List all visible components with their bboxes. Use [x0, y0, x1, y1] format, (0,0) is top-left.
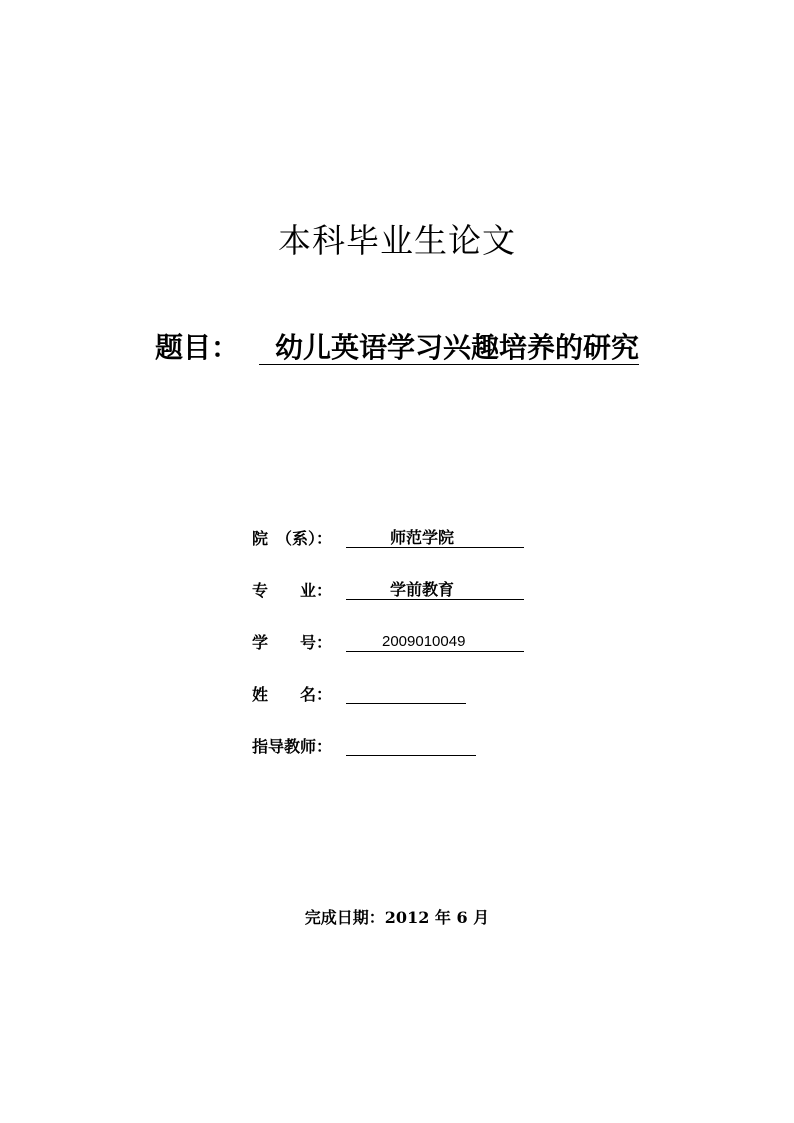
department-label: 院 （系）：: [252, 529, 333, 548]
department-row: [252, 526, 552, 552]
major-value: 学前教育: [390, 580, 455, 599]
student-id-row: [252, 630, 552, 656]
advisor-row: [252, 734, 552, 760]
advisor-label: 指导教师：: [252, 737, 333, 756]
student-id-label: 学 号：: [252, 633, 333, 652]
student-id-field: [346, 632, 524, 652]
name-row: [252, 682, 552, 708]
department-field: [346, 528, 524, 548]
major-row: [252, 578, 552, 604]
topic-value: 幼儿英语学习兴趣培养的研究: [259, 332, 639, 365]
student-id-value: 2009010049: [382, 633, 466, 650]
document-title: 本科毕业生论文: [278, 221, 516, 260]
thesis-topic: [155, 330, 639, 366]
name-label: 姓 名：: [252, 685, 333, 704]
major-label: 专 业：: [252, 581, 333, 600]
department-value: 师范学院: [390, 528, 455, 547]
advisor-field: [346, 736, 476, 756]
completion-date: 完成日期：2012 年 6 月: [304, 908, 490, 927]
student-info-block: [252, 526, 552, 786]
topic-label: 题目：: [155, 331, 240, 364]
major-field: [346, 580, 524, 600]
name-field: [346, 684, 466, 704]
